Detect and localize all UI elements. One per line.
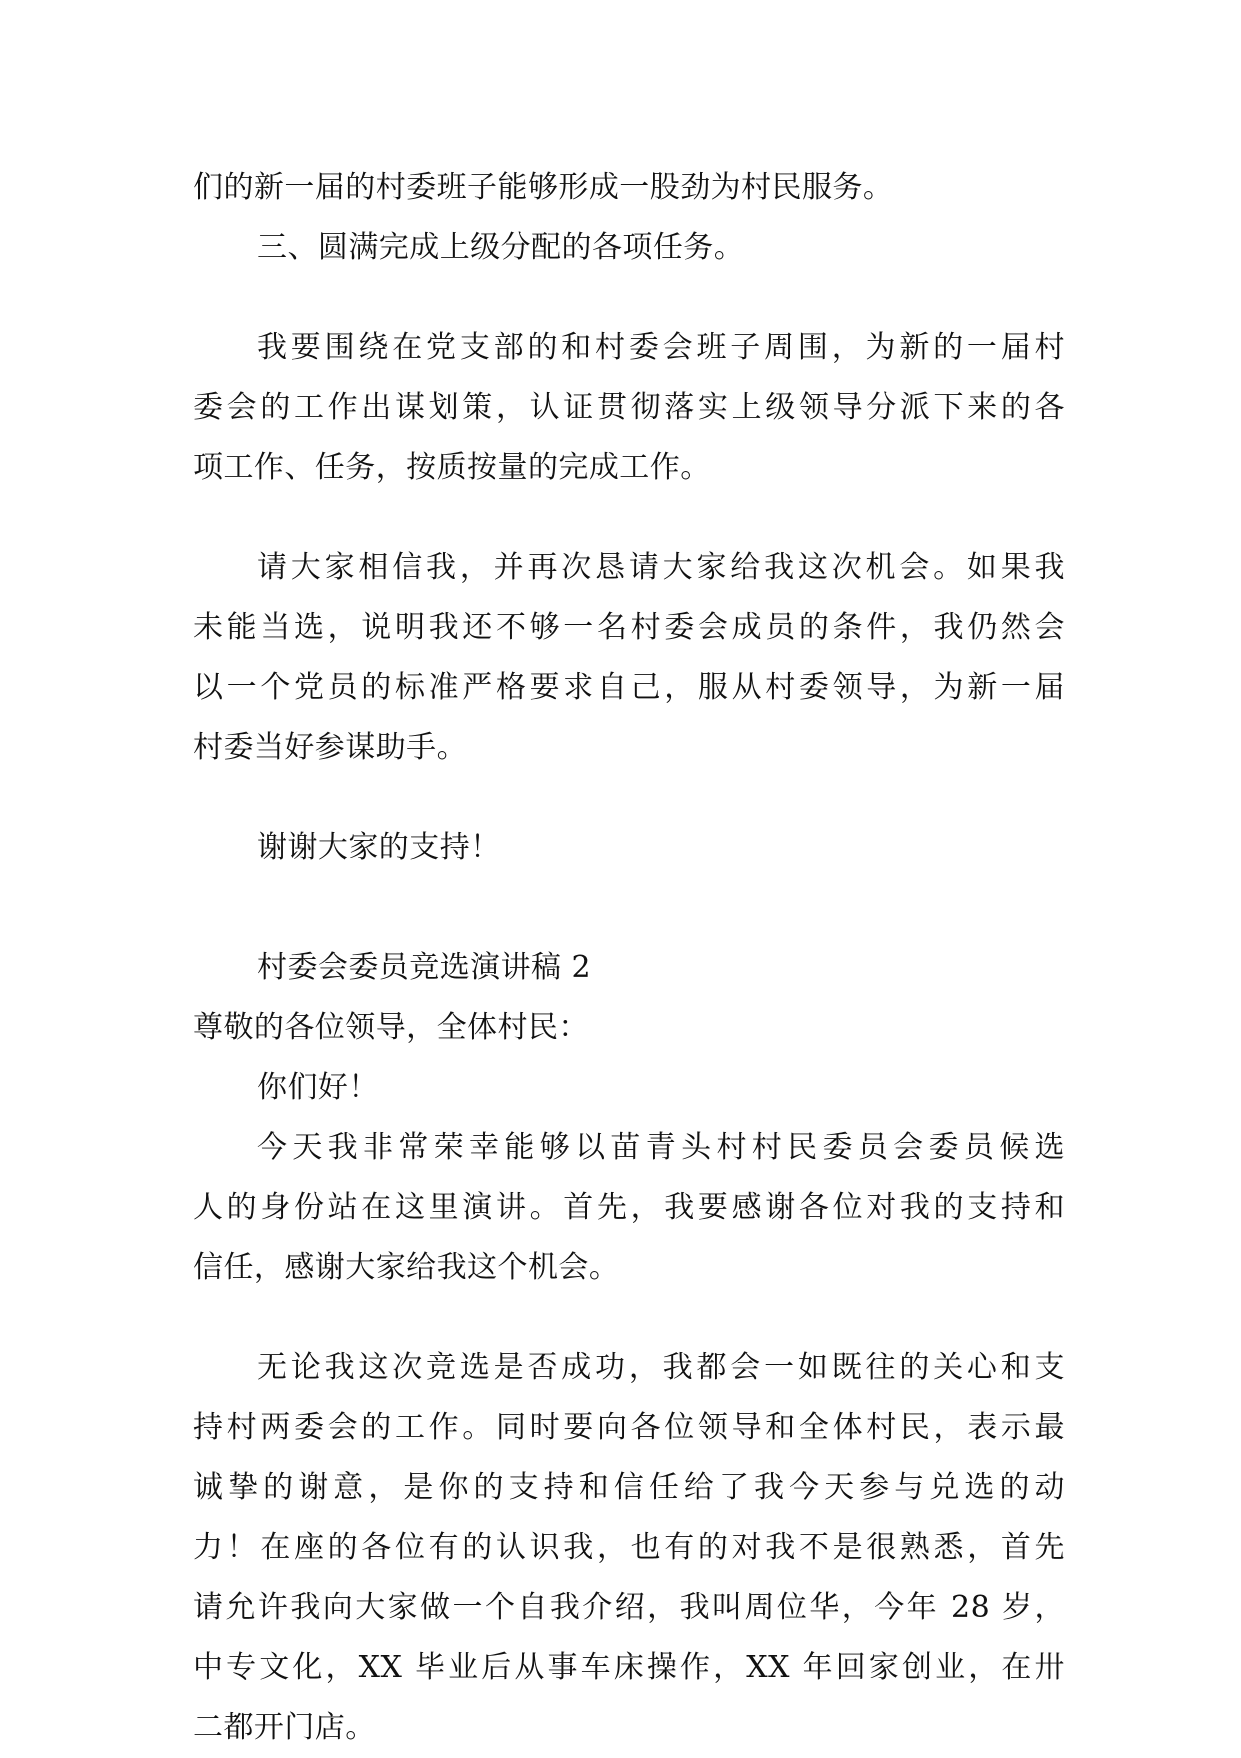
paragraph-line: 三、圆满完成上级分配的各项任务。 [257,230,745,265]
paragraph-line: 请允许我向大家做一个自我介绍，我叫周位华，今年 28 岁， [193,1590,1065,1625]
salutation: 尊敬的各位领导，全体村民： [193,1010,589,1045]
paragraph-line: 委会的工作出谋划策，认证贯彻落实上级领导分派下来的各 [193,390,1065,425]
paragraph-line: 力！在座的各位有的认识我，也有的对我不是很熟悉，首先 [193,1530,1065,1565]
paragraph-line: 人的身份站在这里演讲。首先，我要感谢各位对我的支持和 [193,1190,1065,1225]
paragraph-line: 请大家相信我，并再次恳请大家给我这次机会。如果我 [257,550,1065,585]
paragraph-line: 诚挚的谢意，是你的支持和信任给了我今天参与兑选的动 [193,1470,1065,1505]
paragraph-line: 中专文化，XX 毕业后从事车床操作，XX 年回家创业，在卅 [193,1650,1065,1685]
paragraph-line: 我要围绕在党支部的和村委会班子周围，为新的一届村 [257,330,1065,365]
paragraph-line: 信任，感谢大家给我这个机会。 [193,1250,620,1285]
paragraph-line: 二都开门店。 [193,1710,376,1745]
paragraph-line: 村委当好参谋助手。 [193,730,468,765]
section-title: 村委会委员竞选演讲稿 2 [257,950,592,985]
paragraph-line: 们的新一届的村委班子能够形成一股劲为村民服务。 [193,170,894,205]
paragraph-line: 未能当选，说明我还不够一名村委会成员的条件，我仍然会 [193,610,1065,645]
paragraph-line: 以一个党员的标准严格要求自己，服从村委领导，为新一届 [193,670,1065,705]
paragraph-line: 无论我这次竞选是否成功，我都会一如既往的关心和支 [257,1350,1065,1385]
document-body [193,158,1065,1758]
closing-line: 谢谢大家的支持！ [257,830,501,865]
paragraph-line: 持村两委会的工作。同时要向各位领导和全体村民，表示最 [193,1410,1065,1445]
greeting: 你们好！ [257,1070,379,1105]
paragraph-line: 项工作、任务，按质按量的完成工作。 [193,450,711,485]
paragraph-line: 今天我非常荣幸能够以苗青头村村民委员会委员候选 [257,1130,1065,1165]
